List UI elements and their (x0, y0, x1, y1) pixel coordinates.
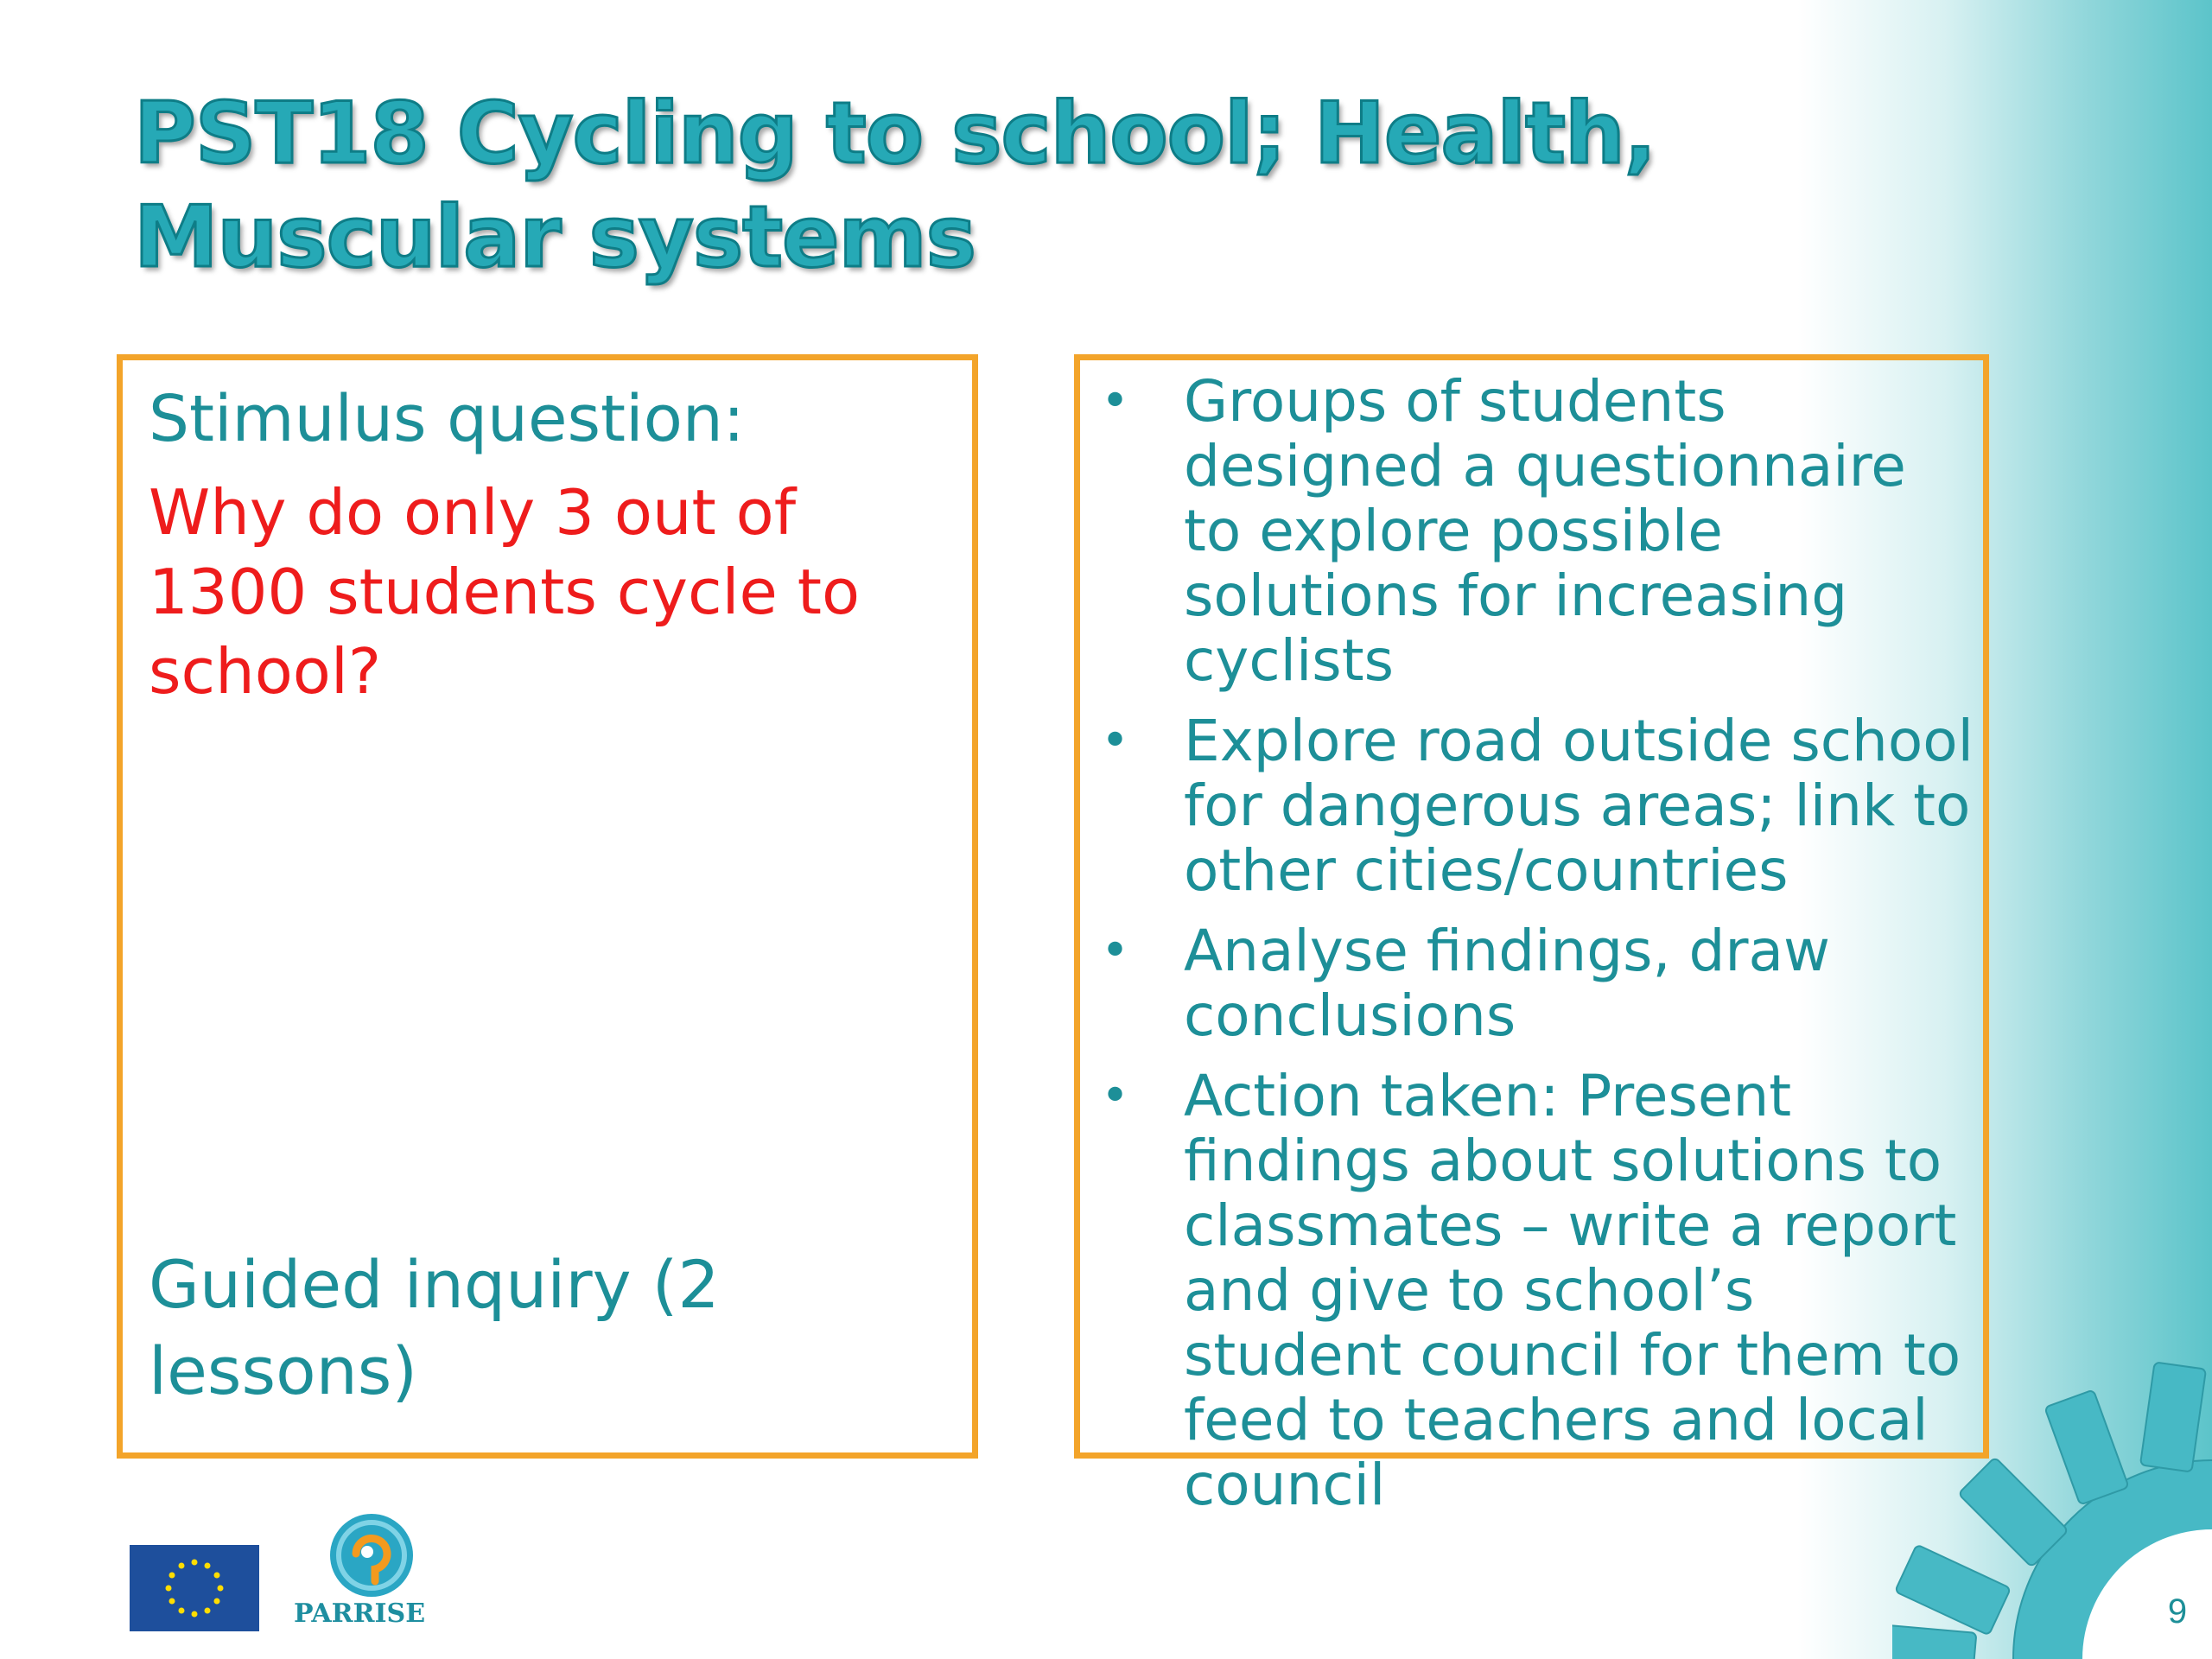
parrise-mark-icon (294, 1512, 423, 1599)
list-item (1080, 709, 1979, 903)
list-item (1080, 1064, 1979, 1517)
bullet-icon: • (1101, 373, 1130, 429)
page-number: 9 (2167, 1592, 2188, 1630)
list-item (1080, 369, 1979, 693)
inquiry-type: Guided inquiry (2 lessons) (149, 1246, 720, 1409)
bullet-icon: • (1101, 713, 1130, 769)
list-item-text: Explore road outside school for dangerous areas; link to other cities/countries (1184, 708, 1974, 904)
stimulus-label: Stimulus question: (149, 382, 745, 456)
bullet-icon: • (1101, 1068, 1130, 1124)
list-item-text: Analyse findings, draw conclusions (1184, 918, 1830, 1049)
bullet-icon: • (1101, 923, 1130, 979)
stimulus-question: Why do only 3 out of 1300 students cycle to school? (149, 476, 861, 708)
parrise-logo (294, 1512, 426, 1642)
list-item (1080, 918, 1979, 1048)
slide-title: PST18 Cycling to school; Health, Muscular systems (134, 85, 1656, 287)
activities-list (1080, 369, 1979, 1533)
activities-box (1074, 354, 1989, 1518)
list-item-text: Groups of students designed a questionnaire to explore possible solutions for increasing cyclists (1184, 368, 1906, 694)
parrise-wordmark: PARRISE (294, 1599, 426, 1629)
list-item-text: Action taken: Present findings about solutions to classmates – write a report and give to school’s student council for them to feed to teachers and local council (1184, 1063, 1961, 1518)
stimulus-box (117, 354, 978, 1459)
eu-flag-icon (130, 1545, 259, 1631)
